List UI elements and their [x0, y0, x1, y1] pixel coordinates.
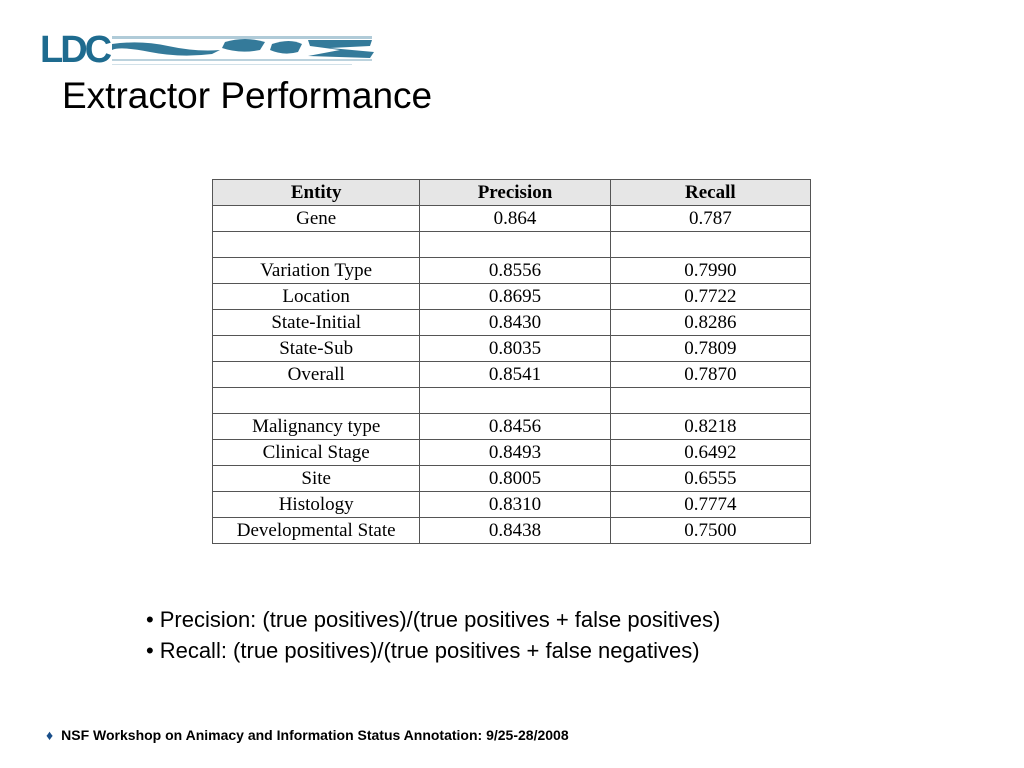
precision-definition-text: Precision: (true positives)/(true positives + false positives): [159, 607, 721, 632]
bullet-icon: •: [146, 607, 154, 632]
slide-title: Extractor Performance: [62, 75, 433, 116]
table-row: [213, 284, 811, 310]
precision-cell: 0.8310: [420, 492, 610, 518]
table-header-row: [213, 180, 811, 206]
recall-cell: 0.7774: [610, 492, 810, 518]
column-header-entity: Entity: [213, 180, 420, 206]
table-row: [213, 518, 811, 544]
column-header-recall: Recall: [610, 180, 810, 206]
table-row: [213, 206, 811, 232]
table-row: [213, 414, 811, 440]
precision-definition: [146, 604, 720, 635]
table-row: [213, 310, 811, 336]
recall-definition: [146, 635, 720, 666]
entity-cell: Malignancy type: [213, 414, 420, 440]
precision-cell: [420, 232, 610, 258]
recall-cell: 0.8286: [610, 310, 810, 336]
entity-cell: [213, 388, 420, 414]
table-row: [213, 440, 811, 466]
recall-definition-text: Recall: (true positives)/(true positives + false negatives): [159, 638, 700, 663]
recall-cell: 0.7809: [610, 336, 810, 362]
recall-cell: 0.7990: [610, 258, 810, 284]
performance-table: [212, 179, 811, 544]
precision-cell: 0.864: [420, 206, 610, 232]
entity-cell: Variation Type: [213, 258, 420, 284]
table-row-empty: [213, 388, 811, 414]
table-row: [213, 336, 811, 362]
precision-cell: 0.8556: [420, 258, 610, 284]
entity-cell: Overall: [213, 362, 420, 388]
entity-cell: Gene: [213, 206, 420, 232]
recall-cell: 0.6555: [610, 466, 810, 492]
slide-footer: [46, 726, 569, 744]
svg-text:LDC: LDC: [40, 29, 110, 68]
diamond-icon: ♦: [46, 727, 54, 743]
precision-cell: 0.8695: [420, 284, 610, 310]
bullet-icon: •: [146, 638, 154, 663]
recall-cell: 0.8218: [610, 414, 810, 440]
column-header-precision: Precision: [420, 180, 610, 206]
precision-cell: 0.8541: [420, 362, 610, 388]
entity-cell: [213, 232, 420, 258]
table-row: [213, 362, 811, 388]
recall-cell: 0.6492: [610, 440, 810, 466]
definition-notes: [146, 604, 720, 666]
entity-cell: Location: [213, 284, 420, 310]
precision-cell: 0.8438: [420, 518, 610, 544]
table-row: [213, 492, 811, 518]
recall-cell: 0.787: [610, 206, 810, 232]
precision-cell: 0.8005: [420, 466, 610, 492]
footer-text: NSF Workshop on Animacy and Information Status Annotation: 9/25-28/2008: [61, 727, 569, 743]
precision-cell: 0.8430: [420, 310, 610, 336]
entity-cell: Histology: [213, 492, 420, 518]
recall-cell: 0.7500: [610, 518, 810, 544]
entity-cell: Developmental State: [213, 518, 420, 544]
precision-cell: 0.8035: [420, 336, 610, 362]
entity-cell: Clinical Stage: [213, 440, 420, 466]
recall-cell: 0.7722: [610, 284, 810, 310]
entity-cell: Site: [213, 466, 420, 492]
precision-cell: [420, 388, 610, 414]
recall-cell: [610, 388, 810, 414]
entity-cell: State-Sub: [213, 336, 420, 362]
table-row: [213, 258, 811, 284]
precision-cell: 0.8493: [420, 440, 610, 466]
ldc-logo: [40, 28, 380, 68]
recall-cell: 0.7870: [610, 362, 810, 388]
recall-cell: [610, 232, 810, 258]
ldc-logo-graphic: [40, 28, 380, 68]
precision-cell: 0.8456: [420, 414, 610, 440]
table-row: [213, 466, 811, 492]
entity-cell: State-Initial: [213, 310, 420, 336]
table-row-empty: [213, 232, 811, 258]
